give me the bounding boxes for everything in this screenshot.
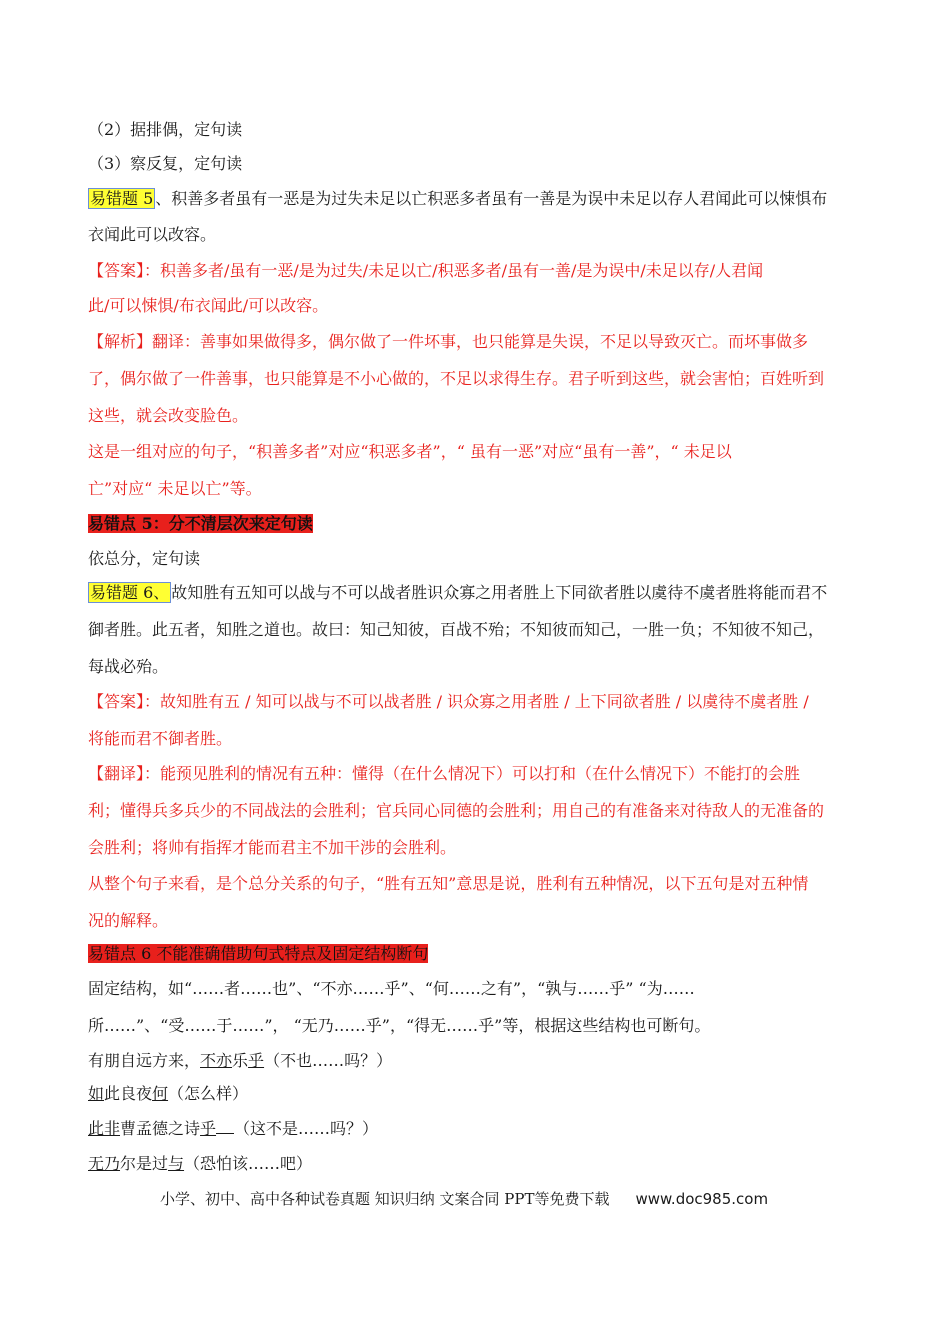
page-footer	[160, 1190, 768, 1209]
analysis-5-line-4: 这是一组对应的句子，“积善多者”对应“积恶多者”，“ 虽有一恶”对应“虽有一善”，“ 未足以	[88, 442, 732, 461]
translation-6-line-2: 利；懂得兵多兵少的不同战法的会胜利；官兵同心同德的会胜利；用自己的有准备来对待敌人的无准备的	[88, 801, 825, 820]
example-1-marker: 不亦	[200, 1051, 233, 1070]
example-2-gloss: （怎么样）	[168, 1084, 249, 1103]
example-3-middle: 曹孟德之诗	[120, 1119, 201, 1138]
analysis-5-line-1: 【解析】翻译：善事如果做得多，偶尔做了一件坏事，也只能算是失误，不足以导致灭亡。而坏事做多	[88, 332, 809, 351]
question-6-tag: 易错题 6、	[90, 583, 170, 602]
example-4-gloss: （恐怕该……吧）	[184, 1154, 313, 1173]
example-3-marker-end: 乎	[200, 1119, 217, 1138]
answer-6-line-2: 将能而君不御者胜。	[88, 729, 233, 748]
analysis-5-line-2: 了，偶尔做了一件善事，也只能算是不小心做的，不足以求得生存。君子听到这些，就会害怕；百姓听到	[88, 369, 825, 388]
example-4-middle: 尔是过	[120, 1154, 169, 1173]
analysis-5-line-5: 亡”对应“ 未足以亡”等。	[88, 479, 262, 498]
example-4-marker-end: 与	[168, 1154, 185, 1173]
example-2	[88, 1084, 868, 1103]
question-5-line-1	[88, 189, 868, 208]
method-line-2: （2）据排偶，定句读	[88, 120, 243, 139]
example-1-marker-end: 乎	[248, 1051, 265, 1070]
answer-6-line-1: 【答案】：故知胜有五 / 知可以战与不可以战者胜 / 识众寡之用者胜 / 上下同欲者胜 / 以虞待不虞者胜 /	[88, 692, 809, 711]
example-3-gloss: （这不是……吗？）	[234, 1119, 379, 1138]
question-6-line-3: 每战必殆。	[88, 657, 169, 676]
translation-6-line-3: 会胜利；将帅有指挥才能而君主不加干涉的会胜利。	[88, 838, 457, 857]
question-5-tag: 易错题 5	[90, 189, 154, 208]
example-3-underline-gap	[216, 1119, 234, 1134]
question-5-text: 、积善多者虽有一恶是为过失未足以亡积恶多者虽有一善是为误中未足以存人君闻此可以悚惧布	[155, 189, 828, 208]
example-1-gloss: （不也……吗？）	[264, 1051, 393, 1070]
question-6-text: 故知胜有五知可以战与不可以战者胜识众寡之用者胜上下同欲者胜以虞待不虞者胜将能而君不	[171, 583, 828, 602]
footer-site-link[interactable]: www.doc985.com	[635, 1190, 769, 1208]
answer-5-line-1: 【答案】：积善多者/虽有一恶/是为过失/未足以亡/积恶多者/虽有一善/是为误中/未足以存/人君闻	[88, 261, 764, 280]
example-1-prefix: 有朋自远方来，	[88, 1051, 201, 1070]
error-point-6-line	[88, 944, 868, 963]
answer-5-line-2: 此/可以悚惧/布衣闻此/可以改容。	[88, 296, 329, 315]
example-4	[88, 1154, 868, 1173]
translation-6-line-5: 况的解释。	[88, 911, 169, 930]
fixed-structure-line-1: 固定结构，如“……者……也”、“不亦……乎”、“何……之有”，“孰与……乎” “为……	[88, 979, 695, 998]
translation-6-line-1: 【翻译】：能预见胜利的情况有五种：懂得（在什么情况下）可以打和（在什么情况下）不能打的会胜	[88, 764, 801, 783]
error-point-5-line	[88, 514, 868, 533]
error-point-6-heading: 易错点 6 不能准确借助句式特点及固定结构断句	[88, 944, 429, 963]
example-2-marker-end: 何	[152, 1084, 169, 1103]
example-3	[88, 1119, 868, 1138]
question-6-line-1	[88, 583, 868, 602]
error-point-5-body: 依总分，定句读	[88, 549, 201, 568]
question-5-line-2: 衣闻此可以改容。	[88, 225, 217, 244]
example-1	[88, 1051, 868, 1070]
translation-6-line-4: 从整个句子来看，是个总分关系的句子，“胜有五知”意思是说，胜利有五种情况，以下五句是对五种情	[88, 874, 809, 893]
method-line-3: （3）察反复，定句读	[88, 154, 243, 173]
analysis-5-line-3: 这些，就会改变脸色。	[88, 406, 249, 425]
example-2-middle: 此良夜	[104, 1084, 153, 1103]
example-2-marker: 如	[88, 1084, 105, 1103]
error-point-5-heading: 易错点 5：分不清层次来定句读	[88, 514, 313, 533]
example-1-middle: 乐	[232, 1051, 249, 1070]
fixed-structure-line-2: 所……”、“受……于……”， “无乃……乎”，“得无……乎”等，根据这些结构也可断句。	[88, 1016, 711, 1035]
question-6-line-2: 御者胜。此五者，知胜之道也。故曰：知己知彼，百战不殆；不知彼而知己，一胜一负；不知彼不知己，	[88, 620, 825, 639]
example-3-marker: 此非	[88, 1119, 121, 1138]
footer-text: 小学、初中、高中各种试卷真题 知识归纳 文案合同 PPT等免费下载	[160, 1190, 610, 1208]
example-4-marker: 无乃	[88, 1154, 121, 1173]
